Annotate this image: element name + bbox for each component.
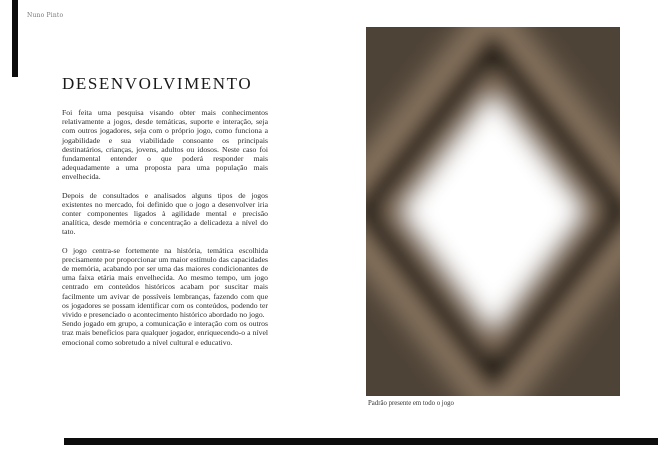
diamond-pattern-image [366,27,620,396]
paragraph-research: Foi feita uma pesquisa visando obter mais conhecimentos relativamente a jogos, desde temáticas, suporte e interação, seja com outros jogadores, seja com o próprio jogo, como funciona a jogabilidade e sua viabilidade consoante os principais destinatários, crianças, jovens, adultos ou idosos. Neste caso foi fundamental entender o que poderá responder mais adequadamente a uma proposta para uma população mais envelhecida. [62,108,268,182]
section-title: DESENVOLVIMENTO [62,74,253,93]
bottom-accent-bar [64,438,658,445]
paragraph-history: O jogo centra-se fortemente na história, temática escolhida precisamente por proporcionar um maior estímulo das capacidades de memória, acabando por ser uma das maiores condicionantes de uma faixa etária mais envelhecida. Ao mesmo tempo, um jogo centrado em conteúdos históricos acabam por suscitar mais facilmente um avivar de possíveis lembranças, fazendo com que os jogadores se possam identificar com os conteúdos, podendo ter vivido e presenciado o acontecimento histórico abordado no jogo. [62,245,268,320]
body-text [62,108,268,347]
left-accent-bar [12,0,18,77]
author-name: Nuno Pinto [27,12,64,19]
paragraph-definition: Depois de consultados e analisados alguns tipos de jogos existentes no mercado, foi definido que o jogo a desenvolver iria conter componentes ligados à agilidade mental e precisão analítica, desde memória e concentração a delicadeza a nível do tato. [62,190,268,237]
figure-caption: Padrão presente em todo o jogo [368,400,454,407]
diamond-pattern-svg [366,27,620,396]
paragraph-group: Sendo jogado em grupo, a comunicação e interação com os outros traz mais benefícios para qualquer jogador, enriquecendo-o a nível emocional como sobretudo a nível cultural e educativo. [62,319,268,347]
